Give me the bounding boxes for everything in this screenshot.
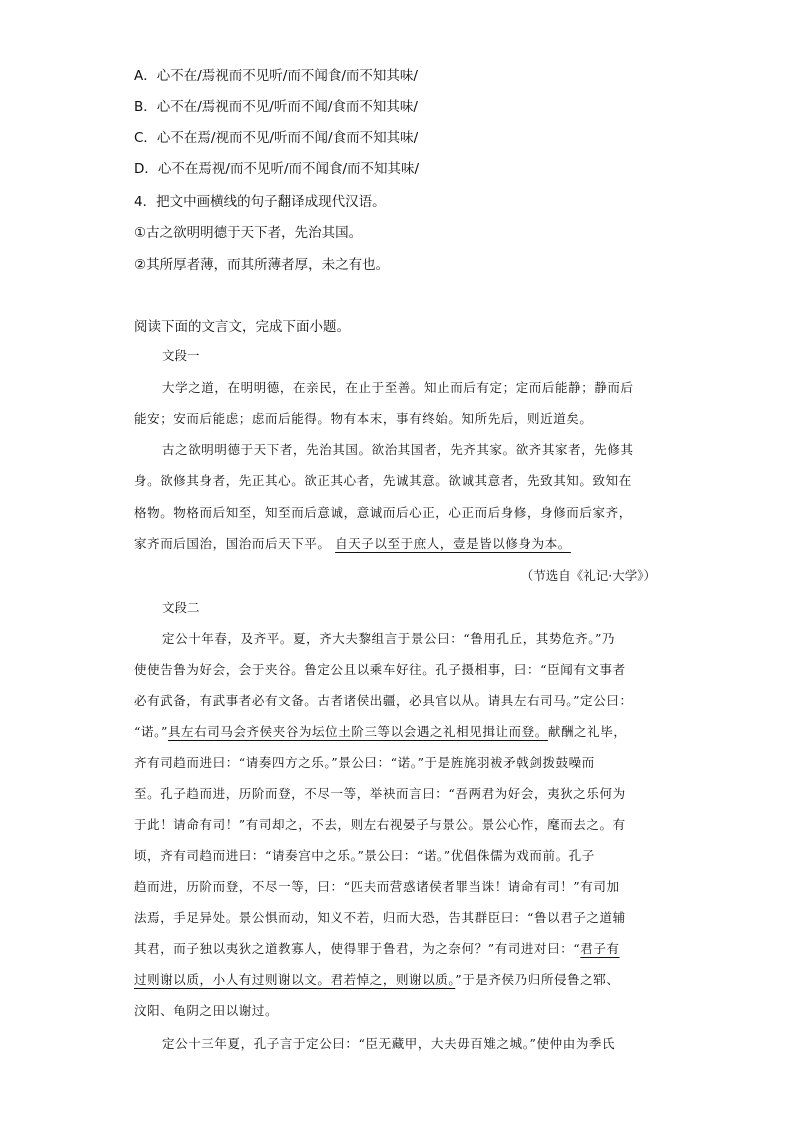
section-1-line: 大学之道，在明明德，在亲民，在止于至善。知止而后有定；定而后能静；静而后 [162,380,634,395]
option-a: A．心不在/焉视而不见听/而不闻食/而不知其味/ [134,68,418,84]
section-1-line: 古之欲明明德于天下者，先治其国。欲治其国者，先齐其家。欲齐其家者，先修其 [162,442,634,457]
section-2-underlined-start: 君子有 [580,941,620,956]
section-2-underlined-continued: 过则谢以质，小人有过则谢以文。君若悼之，则谢以质。 [134,972,456,987]
section-2-line: 于此！请命有司！”有司却之，不去，则左右视晏子与景公。景公心怍，麾而去之。有 [134,817,626,832]
section-2-line: 使使告鲁为好会，会于夹谷。鲁定公且以乘车好往。孔子摄相事，曰：“臣闻有文事者 [134,662,626,677]
section-1-last-plain: 家齐而后国治，国治而后天下平。 [134,536,331,551]
option-c: C．心不在焉/视而不见/听而不闻/食而不知其味/ [134,130,419,146]
section-2-line-tail: ”于是齐侯乃归所侵鲁之郓、 [455,972,620,987]
section-1-source: （节选自《礼记·大学》） [520,568,656,583]
section-2-line-tail: 献酬之礼毕， [547,724,627,739]
section-2-line-start: “诺。” [134,724,168,739]
section-2-line: 齐有司趋而进曰：“请奏四方之乐。”景公曰：“诺。”于是旌旄羽袚矛戟剑拨鼓噪而 [134,755,595,770]
section-1-line: 能安；安而后能虑；虑而后能得。物有本末，事有终始。知所先后，则近道矣。 [134,411,593,426]
section-2-line: 定公十三年夏，孔子言于定公曰：“臣无藏甲，大夫毋百雉之城。”使仲由为季氏 [162,1036,616,1051]
section-1-heading: 文段一 [162,348,200,363]
section-2-line: 定公十年春，及齐平。夏，齐大夫黎组言于景公曰：“鲁用孔丘，其势危齐。”乃 [162,631,616,646]
section-2-line [134,939,620,959]
section-2-line [134,722,626,742]
section-1-line: 身。欲修其身者，先正其心。欲正其心者，先诚其意。欲诚其意者，先致其知。致知在 [134,473,632,488]
section-1-line: 格物。物格而后知至，知至而后意诚，意诚而后心正，心正而后身修，身修而后家齐， [134,505,632,520]
question-4-item-2: ②其所厚者薄，而其所薄者厚，未之有也。 [134,257,390,273]
section-1-underlined-sentence: 自天子以至于庶人，壹是皆以修身为本。 [335,536,571,551]
section-2-line: 至。孔子趋而进，历阶而登，不尽一等，举袂而言曰：“吾两君为好会，夷狄之乐何为 [134,786,626,801]
section-2-line [134,970,619,990]
reading-instruction: 阅读下面的文言文，完成下面小题。 [134,319,350,335]
option-d: D．心不在焉视/而不见听/而不闻食/而不知其味/ [134,161,420,177]
section-2-underlined-sentence: 具左右司马会齐侯夹谷为坛位土阶三等以会遇之礼相见揖让而登。 [167,724,548,739]
section-2-line: 必有武备，有武事者必有文备。古者诸侯出疆，必具官以从。请具左右司马。”定公曰： [134,693,633,708]
section-2-line: 趋而进，历阶而登，不尽一等，曰：“匹夫而营惑诸侯者罪当诛！请命有司！”有司加 [134,879,620,894]
section-2-line-start: 其君，而子独以夷狄之道教寡人，使得罪于鲁君，为之奈何？”有司进对曰：“ [134,941,581,956]
section-2-line: 汶阳、龟阴之田以谢过。 [134,1003,279,1018]
question-4: 4．把文中画横线的句子翻译成现代汉语。 [134,194,386,210]
question-4-item-1: ①古之欲明明德于天下者，先治其国。 [134,225,363,241]
section-2-heading: 文段二 [162,600,200,615]
option-b: B．心不在/焉视而不见/听而不闻/食而不知其味/ [134,99,418,115]
section-1-last-line [134,534,571,554]
section-2-line: 法焉，手足异处。景公惧而动，知义不若，归而大恐，告其群臣曰：“鲁以君子之道辅 [134,910,626,925]
section-2-line: 顷，齐有司趋而进曰：“请奏宫中之乐。”景公曰：“诺。”优倡侏儒为戏而前。孔子 [134,848,595,863]
